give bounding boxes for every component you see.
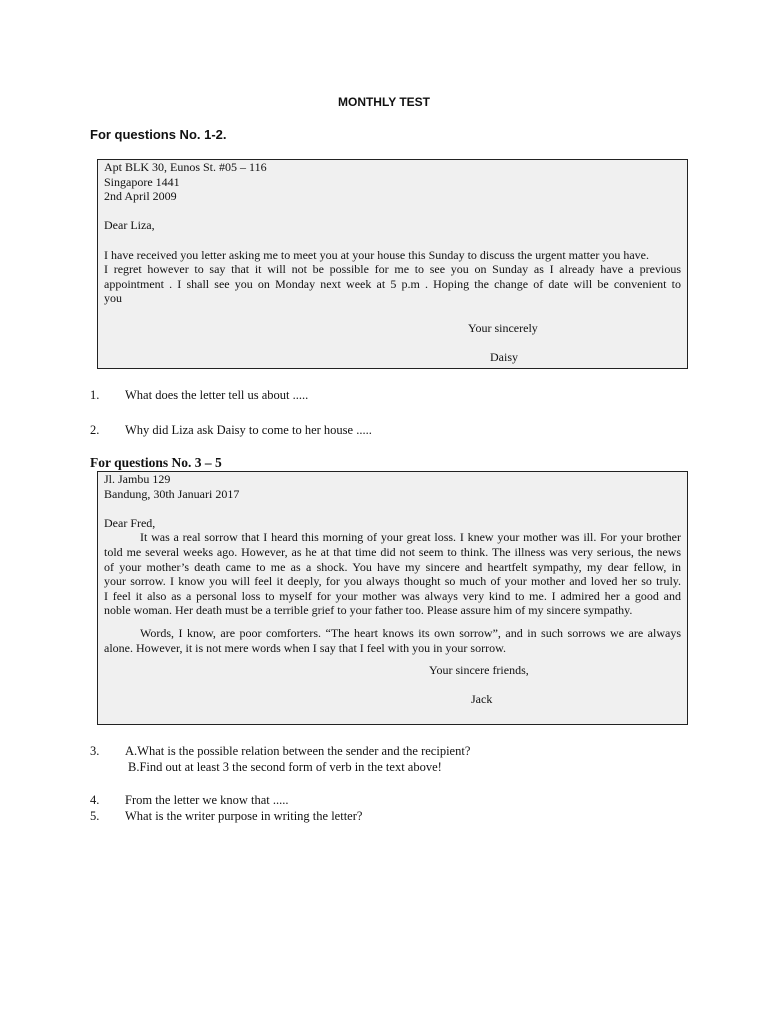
question-text: What is the writer purpose in writing the letter? [125,809,363,823]
letter1-date: 2nd April 2009 [104,189,177,204]
letter2-paragraph1 [104,530,681,618]
letter1-body-line: I regret however to say that it will not be possible for me to see you on Sunday as I already have a previous [104,262,681,277]
question-3 [90,744,470,759]
letter2-paragraph2 [104,626,681,655]
question-number: 2. [90,423,100,437]
question-text: What does the letter tell us about ..... [125,388,309,402]
question-text: Why did Liza ask Daisy to come to her house ..... [125,423,372,437]
letter1-body [104,248,681,306]
letter2-body-line: noble woman. Her death must be a terrible grief to your father too. Please assure him of my sincere sympathy. [104,603,633,618]
question-2 [90,423,372,438]
letter2-box [97,471,688,725]
letter1-closing: Your sincerely [468,320,538,335]
question-number: 4. [90,793,100,807]
letter1-box [97,159,688,369]
letter1-body-line: appointment . I shall see you on Monday next week at 5 p.m . Hoping the change of date will be convenient to [104,276,681,291]
question-number: 3. [90,744,100,758]
letter2-body-line: told me several weeks ago. However, as he at that time did not seem to think. The illness was very serious, the news [104,544,681,559]
question-text: A.What is the possible relation between the sender and the recipient? [125,744,471,758]
question-text: From the letter we know that ..... [125,793,289,807]
question-1 [90,388,308,403]
page-title: MONTHLY TEST [337,95,430,109]
question-number: 5. [90,809,100,823]
question-4 [90,793,289,808]
letter2-body-line: of your mother’s death came to me as a shock. You have my sincere and heartfelt sympathy, my dear fellow, in [104,559,681,574]
letter2-body-line: I feel it also as a personal loss to myself for your mother was always very kind to me. I admired her a good and [104,588,681,603]
section1-heading: For questions No. 1-2. [90,127,227,142]
letter1-body-line: I have received you letter asking me to meet you at your house this Sunday to discuss the urgent matter you have. [104,247,649,262]
letter2-body-line: Words, I know, are poor comforters. “The heart knows its own sorrow”, and in such sorrows we are always [140,625,681,640]
letter1-body-line: you [104,291,122,306]
letter2-address-line2: Bandung, 30th Januari 2017 [104,486,240,501]
letter2-greeting: Dear Fred, [104,515,156,530]
letter2-signature: Jack [471,692,493,707]
section2-heading: For questions No. 3 – 5 [90,455,222,470]
letter2-closing: Your sincere friends, [429,663,529,678]
letter1-address-line1: Apt BLK 30, Eunos St. #05 – 116 [104,160,267,174]
letter2-body-line: alone. However, it is not mere words when I say that I feel with you in your sorrow. [104,640,506,655]
letter1-address-line2: Singapore 1441 [104,174,180,189]
question-5 [90,809,362,824]
question-3b: B.Find out at least 3 the second form of verb in the text above! [128,760,442,774]
question-number: 1. [90,388,100,402]
letter1-signature: Daisy [490,349,518,364]
letter2-address-line1: Jl. Jambu 129 [104,472,171,486]
letter2-body-line: your sorrow. I know you will feel it deeply, for you always thought so much of your mother and loved her so truly. [104,574,681,589]
letter2-body-line: It was a real sorrow that I heard this morning of your great loss. I knew your mother was ill. For your brother [140,530,681,545]
letter1-greeting: Dear Liza, [104,218,155,233]
